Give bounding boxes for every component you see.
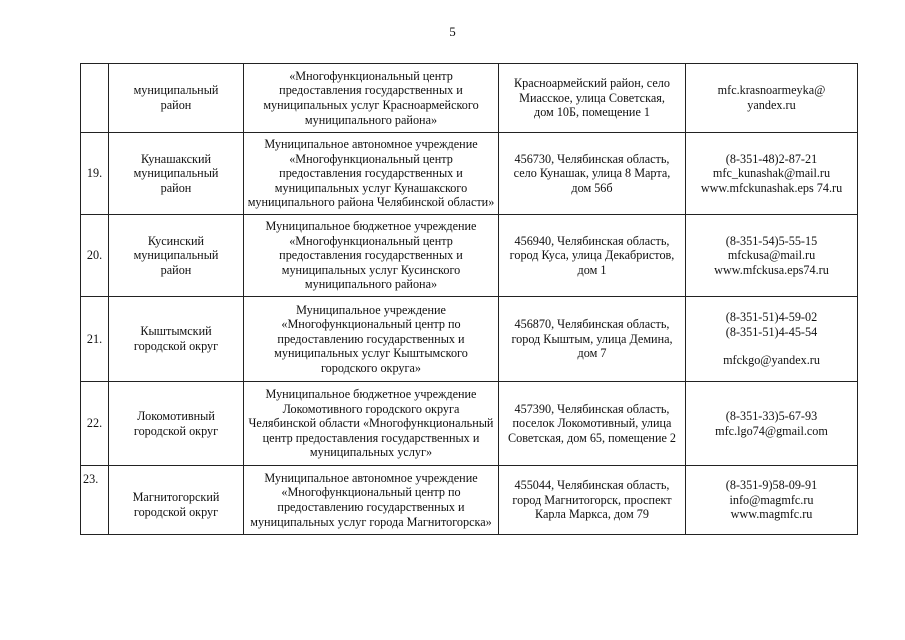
district-cell: Кусинский муниципальный район [109, 215, 244, 297]
address-cell: Красноармейский район, село Миасское, улица Советская, дом 10Б, помещение 1 [499, 64, 686, 133]
institution-cell: Муниципальное автономное учреждение «Многофункциональный центр предоставления государственных и муниципальных услуг Кунашакского муниципального района Челябинской области» [244, 133, 499, 215]
institution-cell: «Многофункциональный центр предоставления государственных и муниципальных услуг Красноармейского муниципального района» [244, 64, 499, 133]
row-number [81, 64, 109, 133]
contacts-cell: (8-351-33)5-67-93 mfc.lgo74@gmail.com [686, 382, 858, 466]
address-cell: 457390, Челябинская область, поселок Локомотивный, улица Советская, дом 65, помещение 2 [499, 382, 686, 466]
district-cell: муниципальный район [109, 64, 244, 133]
table-row [81, 133, 858, 215]
address-cell: 456940, Челябинская область, город Куса, улица Декабристов, дом 1 [499, 215, 686, 297]
district-cell: Кыштымский городской округ [109, 297, 244, 382]
contacts-cell: (8-351-9)58-09-91 info@magmfc.ru www.magmfc.ru [686, 466, 858, 535]
district-cell: Кунашакский муниципальный район [109, 133, 244, 215]
contacts-cell: (8-351-54)5-55-15 mfckusa@mail.ru www.mfckusa.eps74.ru [686, 215, 858, 297]
row-number: 21. [81, 297, 109, 382]
table-row [81, 382, 858, 466]
institution-cell: Муниципальное бюджетное учреждение Локомотивного городского округа Челябинской области «Многофункциональный центр предоставления государственных и муниципальных услуг» [244, 382, 499, 466]
row-number: 23. [81, 466, 109, 535]
mfc-registry-table [80, 63, 858, 535]
address-cell: 455044, Челябинская область, город Магнитогорск, проспект Карла Маркса, дом 79 [499, 466, 686, 535]
institution-cell: Муниципальное бюджетное учреждение «Многофункциональный центр предоставления государственных и муниципальных услуг Кусинского муниципального района» [244, 215, 499, 297]
row-number: 19. [81, 133, 109, 215]
district-cell: Локомотивный городской округ [109, 382, 244, 466]
page-number: 5 [449, 24, 456, 39]
table-row [81, 297, 858, 382]
contacts-cell: mfc.krasnoarmeyka@ yandex.ru [686, 64, 858, 133]
institution-cell: Муниципальное учреждение «Многофункциональный центр по предоставлению государственных и муниципальных услуг Кыштымского городского округа» [244, 297, 499, 382]
table-row [81, 466, 858, 535]
district-cell: Магнитогорский городской округ [109, 466, 244, 535]
table-row [81, 64, 858, 133]
address-cell: 456730, Челябинская область, село Кунашак, улица 8 Марта, дом 56б [499, 133, 686, 215]
row-number: 22. [81, 382, 109, 466]
institution-cell: Муниципальное автономное учреждение «Многофункциональный центр по предоставлению государственных и муниципальных услуг города Магнитогорска» [244, 466, 499, 535]
contacts-cell: (8-351-48)2-87-21 mfc_kunashak@mail.ru www.mfckunashak.eps 74.ru [686, 133, 858, 215]
contacts-cell: (8-351-51)4-59-02 (8-351-51)4-45-54 mfckgo@yandex.ru [686, 297, 858, 382]
row-number: 20. [81, 215, 109, 297]
table-row [81, 215, 858, 297]
address-cell: 456870, Челябинская область, город Кыштым, улица Демина, дом 7 [499, 297, 686, 382]
